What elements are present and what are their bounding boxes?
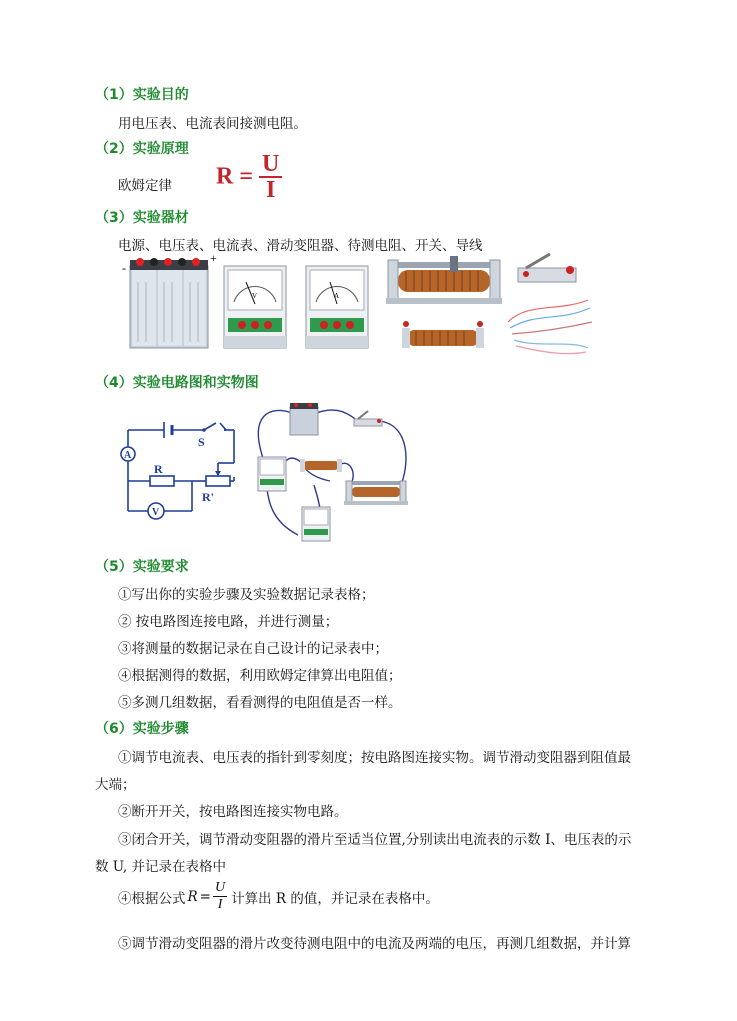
step-4-r: R — [187, 888, 198, 905]
step-3-line-2: 数 U, 并记录在表格中 — [95, 859, 227, 875]
step-1-line-2: 大端； — [95, 777, 136, 793]
requirement-item: ①写出你的实验步骤及实验数据记录表格； — [118, 587, 375, 603]
step-4 — [118, 880, 439, 913]
rheostat-image — [386, 256, 502, 304]
circuit-diagram — [112, 415, 252, 525]
step-4-equals: = — [199, 888, 211, 905]
physical-circuit-image — [240, 395, 420, 547]
switch-contact — [202, 428, 206, 432]
circuit-rheostat — [206, 476, 230, 486]
physical-rheostat — [344, 481, 408, 505]
circuit-ammeter-label: A — [124, 450, 132, 461]
circuit-voltmeter-label: V — [152, 507, 160, 518]
formula-numerator: U — [259, 152, 282, 178]
requirement-item: ③将测量的数据记录在自己设计的记录表中； — [118, 641, 388, 657]
resistor-image — [402, 321, 484, 348]
voltmeter-image — [224, 266, 286, 348]
step-2: ②断开开关，按电路图连接实物电路。 — [118, 804, 348, 820]
circuit-rheostat-label: R' — [202, 490, 214, 504]
ohms-law-formula — [216, 152, 282, 202]
step-4-prefix: ④根据公式 — [118, 890, 186, 907]
physical-switch — [354, 411, 382, 426]
step-3-line-1: ③闭合开关，调节滑动变阻器的滑片至适当位置,分别读出电流表的示数 I、电压表的示 — [118, 832, 632, 848]
svg-text:-: - — [122, 261, 126, 275]
physical-voltmeter — [258, 457, 286, 491]
step-4-numerator: U — [214, 880, 226, 895]
step-4-suffix: 计算出 R 的值，并记录在表格中。 — [231, 890, 439, 907]
requirement-item: ② 按电路图连接电路，并进行测量； — [118, 614, 339, 630]
step-1-line-1: ①调节电流表、电压表的指针到零刻度；按电路图连接实物。调节滑动变阻器到阻值最 — [118, 750, 631, 766]
step-4-fraction — [213, 880, 227, 913]
switch-image — [518, 254, 576, 282]
circuit-resistor — [150, 476, 174, 486]
formula-denominator: I — [266, 177, 276, 203]
svg-text:+: + — [210, 252, 217, 265]
ammeter-image — [306, 266, 368, 348]
formula-lhs: R = — [216, 163, 254, 190]
ammeter-letter: A — [334, 292, 340, 300]
heading-circuit: （4）实验电路图和实物图 — [95, 375, 259, 391]
step-4-denominator: I — [217, 897, 223, 912]
formula-fraction — [259, 152, 282, 202]
circuit-battery — [164, 422, 172, 438]
heading-equipment: （3）实验器材 — [95, 210, 189, 226]
physical-ammeter — [302, 507, 330, 541]
heading-purpose: （1）实验目的 — [95, 87, 189, 103]
circuit-resistor-label: R — [154, 462, 163, 476]
purpose-text: 用电压表、电流表间接测电阻。 — [118, 116, 307, 132]
principle-text: 欧姆定律 — [118, 178, 172, 194]
wires-image — [508, 300, 592, 354]
voltmeter-letter: V — [252, 292, 258, 300]
equipment-text: 电源、电压表、电流表、滑动变阻器、待测电阻、开关、导线 — [118, 238, 483, 254]
battery-image — [122, 252, 217, 348]
heading-steps: （6）实验步骤 — [95, 721, 189, 737]
step-5: ⑤调节滑动变阻器的滑片改变待测电阻中的电流及两端的电压，再测几组数据，并计算 — [118, 936, 631, 952]
requirement-item: ④根据测得的数据，利用欧姆定律算出电阻值； — [118, 668, 402, 684]
equipment-illustration — [118, 252, 598, 358]
circuit-switch-label: S — [198, 435, 205, 449]
requirement-item: ⑤多测几组数据，看看测得的电阻值是否一样。 — [118, 695, 402, 711]
physical-battery — [290, 403, 318, 435]
heading-principle: （2）实验原理 — [95, 141, 189, 157]
heading-requirements: （5）实验要求 — [95, 559, 189, 575]
